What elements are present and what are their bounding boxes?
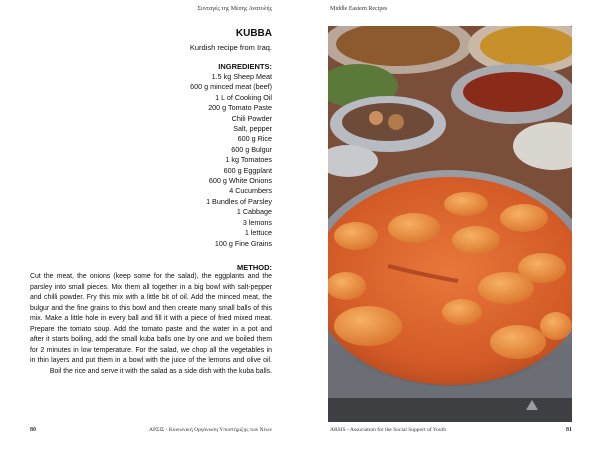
method-heading: METHOD:: [237, 263, 272, 272]
left-running-head: Συνταγές της Μέσης Ανατολής: [197, 6, 272, 12]
ingredient-item: 600 g minced meat (beef): [190, 82, 272, 92]
ingredient-item: 1 lettuce: [244, 228, 272, 238]
method-text: Cut the meat, the onions (keep some for the salad), the eggplants and the parsley into small pieces. Mix them all together in a big bowl with salt-pepper and chilli powder. Fry this mix with a little bit of oil. Add the minced meat, the bulgur and the fine grains to this bowl and then create many small balls of this mix. Make a little hole in every ball and fill it with a piece of fried mixed meat. Prepare the tomato soup. Add the tomato paste and the water in a pot and after it starts boiling, add the small kuba balls one by one and we boiled them for 2 minutes in low temperature. For the salad, we chop all the vegetables in in thin layers and put them in a bowl with the juice of the lemons and olive oil. Boil the rice and serve it with the salad as a side dish with the kuba balls.: [30, 273, 272, 375]
ingredients-list: [190, 72, 272, 249]
kubba-photo: [328, 26, 572, 422]
right-page: [300, 0, 600, 450]
ingredient-item: Chili Powder: [231, 113, 272, 123]
recipe-subtitle: Kurdish recipe from Iraq.: [189, 43, 272, 52]
ingredient-item: 100 g Fine Grains: [214, 238, 272, 248]
ingredient-item: 600 g Rice: [237, 134, 272, 144]
left-page-number: 80: [30, 427, 36, 433]
ingredient-item: 600 g White Onions: [208, 176, 272, 186]
ingredient-item: 1 Cabbage: [236, 207, 272, 217]
ingredient-item: 200 g Tomato Paste: [208, 103, 272, 113]
ingredient-item: 4 Cucumbers: [229, 186, 272, 196]
right-page-number: 81: [566, 427, 572, 433]
food-photo-illustration: [328, 26, 572, 422]
ingredient-item: 3 lemons: [242, 217, 272, 227]
right-running-head: Middle Eastern Recipes: [330, 6, 388, 12]
ingredients-heading: INGREDIENTS:: [218, 62, 272, 71]
left-footer-text: ΑΡΣΙΣ - Κοινωνική Οργάνωση Υποστήριξης των Νέων: [148, 427, 272, 433]
ingredient-item: 1 kg Tomatoes: [225, 155, 272, 165]
ingredient-item: 600 g Bulgur: [231, 144, 272, 154]
recipe-title: KUBBA: [235, 28, 272, 39]
ingredient-item: 1.5 kg Sheep Meat: [211, 72, 272, 81]
right-footer-text: ARSIS - Association for the Social Support of Youth: [330, 427, 446, 433]
ingredient-item: 1 Bundles of Parsley: [206, 196, 272, 206]
ingredient-item: Salt, pepper: [233, 124, 272, 134]
ingredient-item: 600 g Eggplant: [223, 165, 272, 175]
ingredient-item: 1 L of Cooking Oil: [215, 92, 272, 102]
